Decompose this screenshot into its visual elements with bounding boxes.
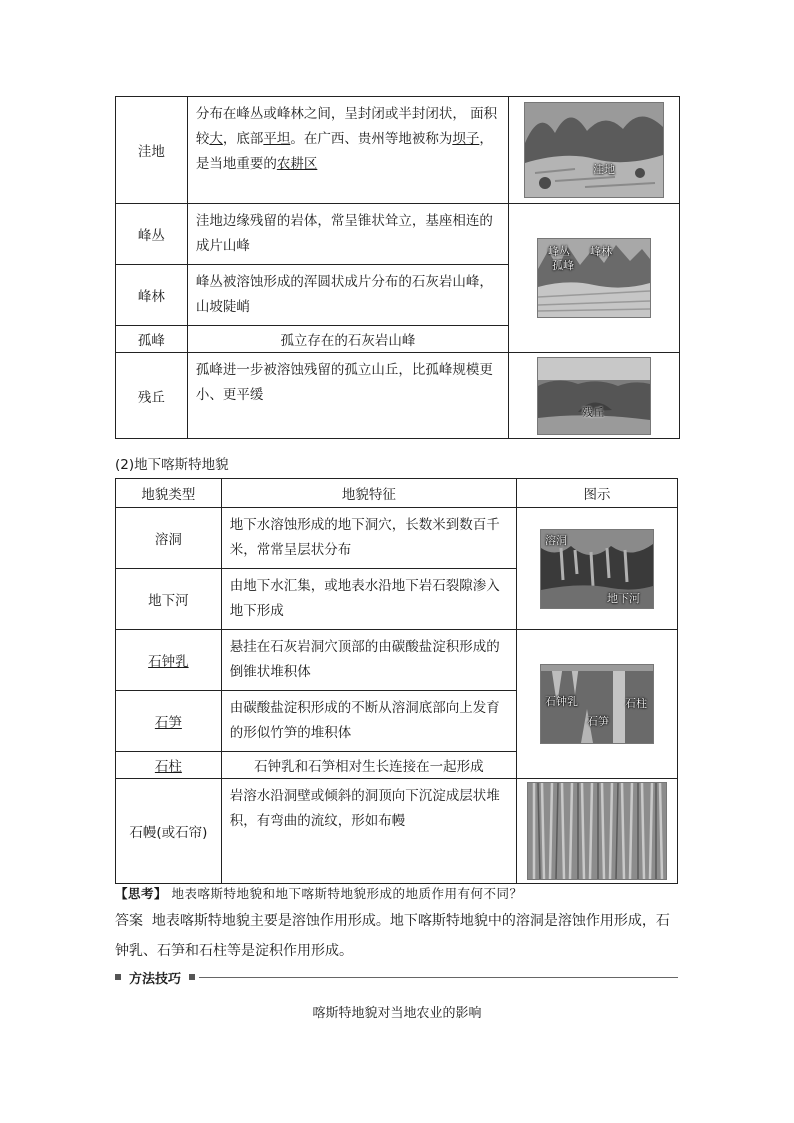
image-cell: [517, 508, 678, 630]
landform-desc: [187, 97, 508, 204]
bullet-square-icon: [115, 974, 121, 980]
desc-text: 分布在峰丛或峰林之间，呈封闭或半封闭状， 面积较: [195, 106, 498, 147]
bullet-square-icon: [189, 974, 195, 980]
landform-name: 峰丛: [116, 204, 188, 265]
landform-desc: 地下水溶蚀形成的地下洞穴，长数米到数百千米，常常呈层状分布: [221, 508, 516, 569]
desc-text: 洼地边缘残留的岩体，常呈锥状耸立，基座相连的成片山峰: [195, 213, 493, 254]
desc-text: ，底部: [222, 131, 264, 147]
think-text: 地表喀斯特地貌和地下喀斯特地貌形成的地质作用有何不同？: [171, 886, 523, 901]
answer-block: [115, 906, 680, 966]
desc-text: 峰丛被溶蚀形成的浑圆状成片分布的石灰岩山峰，山坡陡峭: [195, 274, 493, 315]
image-label: 石钟乳: [545, 695, 579, 708]
think-question: [115, 884, 523, 902]
image-label: 洼地: [593, 163, 616, 176]
landform-desc: [187, 353, 508, 439]
landform-desc: [187, 265, 508, 326]
landform-desc: 由碳酸盐淀积形成的不断从溶洞底部向上发育的形似竹笋的堆积体: [221, 691, 516, 752]
image-label: 孤峰: [552, 259, 575, 272]
answer-tag: 答案: [115, 913, 143, 929]
desc-text: 。在广西、贵州等地被称为: [290, 131, 453, 147]
flowstone-curtain-photo: [527, 782, 667, 880]
subsection-title: 喀斯特地貌对当地农业的影响: [312, 1006, 482, 1021]
underlined-term: 农耕区: [276, 156, 318, 172]
method-title: 方法技巧: [129, 972, 182, 987]
divider: [199, 977, 678, 978]
column-header: 地貌类型: [116, 479, 222, 508]
landform-name: 洼地: [116, 97, 188, 204]
landform-desc: 岩溶水沿洞壁或倾斜的洞顶向下沉淀成层状堆积，有弯曲的流纹，形如布幔: [221, 779, 516, 884]
desc-text: 孤峰进一步被溶蚀残留的孤立山丘，比孤峰规模更小、更平缓: [195, 362, 493, 403]
landform-name: 石幔(或石帘): [116, 779, 222, 884]
image-label: 石笋: [587, 715, 610, 728]
landform-desc: 悬挂在石灰岩洞穴顶部的由碳酸盐淀积形成的倒锥状堆积体: [221, 630, 516, 691]
section-title: (2)地下喀斯特地貌: [115, 457, 229, 473]
speleothem-photo: [540, 664, 654, 744]
residual-hill-photo: [537, 357, 651, 435]
underground-karst-table: [115, 478, 678, 884]
column-header: 地貌特征: [221, 479, 516, 508]
table-header-row: [116, 479, 678, 508]
image-cell: [517, 779, 678, 884]
landform-name: 孤峰: [116, 326, 188, 353]
landform-name: 峰林: [116, 265, 188, 326]
landform-desc: 石钟乳和石笋相对生长连接在一起形成: [221, 752, 516, 779]
image-cell: [517, 630, 678, 779]
image-label: 峰丛: [548, 245, 571, 258]
column-header: 图示: [517, 479, 678, 508]
table-row: [116, 508, 678, 569]
image-label: 峰林: [590, 245, 613, 258]
table-row: [116, 630, 678, 691]
cave-river-photo: [540, 529, 654, 609]
underlined-term: 平坦: [263, 131, 291, 147]
surface-karst-table: [115, 96, 680, 439]
think-tag: 【思考】: [115, 886, 168, 901]
table-row: [116, 204, 680, 265]
method-section-bar: [115, 968, 678, 988]
image-cell: [509, 204, 680, 353]
landform-name: 溶洞: [116, 508, 222, 569]
image-cell: [509, 353, 680, 439]
image-cell: [509, 97, 680, 204]
landform-name: 石柱: [116, 752, 222, 779]
image-label: 溶洞: [545, 533, 568, 547]
landform-desc: 由地下水汇集，或地表水沿地下岩石裂隙渗入地下形成: [221, 569, 516, 630]
desc-text: ，是当地重要的: [195, 131, 493, 172]
landform-name: 残丘: [116, 353, 188, 439]
landform-name: 石钟乳: [116, 630, 222, 691]
table-row: [116, 97, 680, 204]
image-label: 石柱: [625, 697, 648, 710]
landform-desc: [187, 204, 508, 265]
image-label: 地下河: [607, 591, 641, 605]
underlined-term: 坝子: [452, 131, 480, 147]
landform-name: 石笋: [116, 691, 222, 752]
landform-desc: [187, 326, 508, 353]
peak-cluster-photo: [537, 238, 651, 318]
table-row: [116, 353, 680, 439]
image-label: 残丘: [582, 405, 605, 419]
landform-name: 地下河: [116, 569, 222, 630]
underlined-term: 大: [209, 131, 223, 147]
table-row: [116, 779, 678, 884]
desc-text: 孤立存在的石灰岩山峰: [280, 333, 416, 349]
answer-text: 地表喀斯特地貌主要是溶蚀作用形成。地下喀斯特地貌中的溶洞是溶蚀作用形成，石钟乳、石笋和石柱等是淀积作用形成。: [115, 913, 670, 959]
depression-photo: [524, 102, 664, 198]
